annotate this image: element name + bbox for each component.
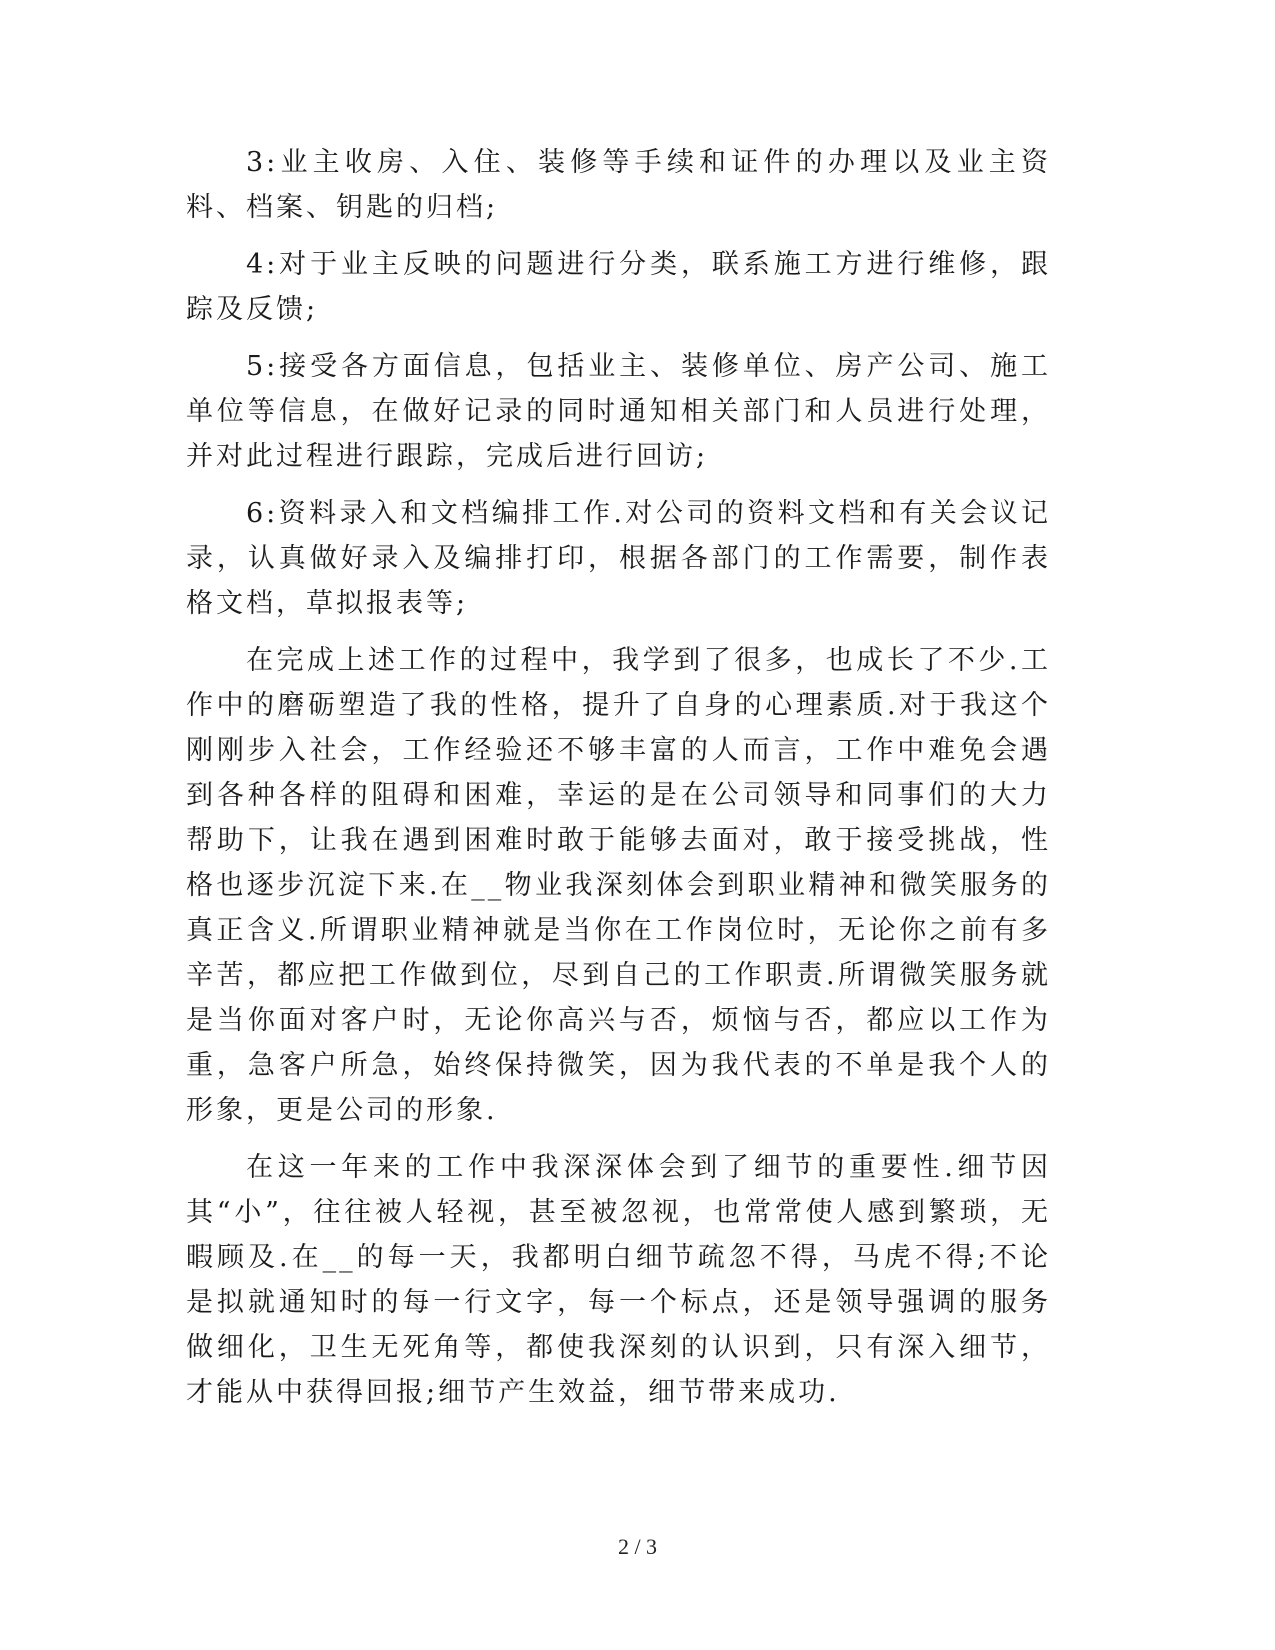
paragraph-detail-importance: 在这一年来的工作中我深深体会到了细节的重要性.细节因其“小”，往往被人轻视，甚至被忽视，也常常使人感到繁琐，无暇顾及.在__的每一天，我都明白细节疏忽不得，马虎不得;不论是拟就通知时的每一行文字，每一个标点，还是领导强调的服务做细化，卫生无死角等，都使我深刻的认识到，只有深入细节，才能从中获得回报;细节产生效益，细节带来成功. — [186, 1152, 1051, 1408]
paragraph-item-5: 5:接受各方面信息，包括业主、装修单位、房产公司、施工单位等信息，在做好记录的同时通知相关部门和人员进行处理，并对此过程进行跟踪，完成后进行回访; — [186, 351, 1051, 472]
paragraph-item-3: 3:业主收房、入住、装修等手续和证件的办理以及业主资料、档案、钥匙的归档; — [186, 147, 1051, 223]
paragraph-item-4: 4:对于业主反映的问题进行分类，联系施工方进行维修，跟踪及反馈; — [186, 249, 1051, 325]
document-body — [186, 140, 1051, 1427]
page-number: 2 / 3 — [617, 1534, 658, 1559]
paragraph-item-6: 6:资料录入和文档编排工作.对公司的资料文档和有关会议记录，认真做好录入及编排打印，根据各部门的工作需要，制作表格文档，草拟报表等; — [186, 498, 1051, 619]
paragraph-growth-reflection: 在完成上述工作的过程中，我学到了很多，也成长了不少.工作中的磨砺塑造了我的性格，提升了自身的心理素质.对于我这个刚刚步入社会，工作经验还不够丰富的人而言，工作中难免会遇到各种各样的阻碍和困难，幸运的是在公司领导和同事们的大力帮助下，让我在遇到困难时敢于能够去面对，敢于接受挑战，性格也逐步沉淀下来.在__物业我深刻体会到职业精神和微笑服务的真正含义.所谓职业精神就是当你在工作岗位时，无论你之前有多辛苦，都应把工作做到位，尽到自己的工作职责.所谓微笑服务就是当你面对客户时，无论你高兴与否，烦恼与否，都应以工作为重，急客户所急，始终保持微笑，因为我代表的不单是我个人的形象，更是公司的形象. — [186, 645, 1051, 1126]
